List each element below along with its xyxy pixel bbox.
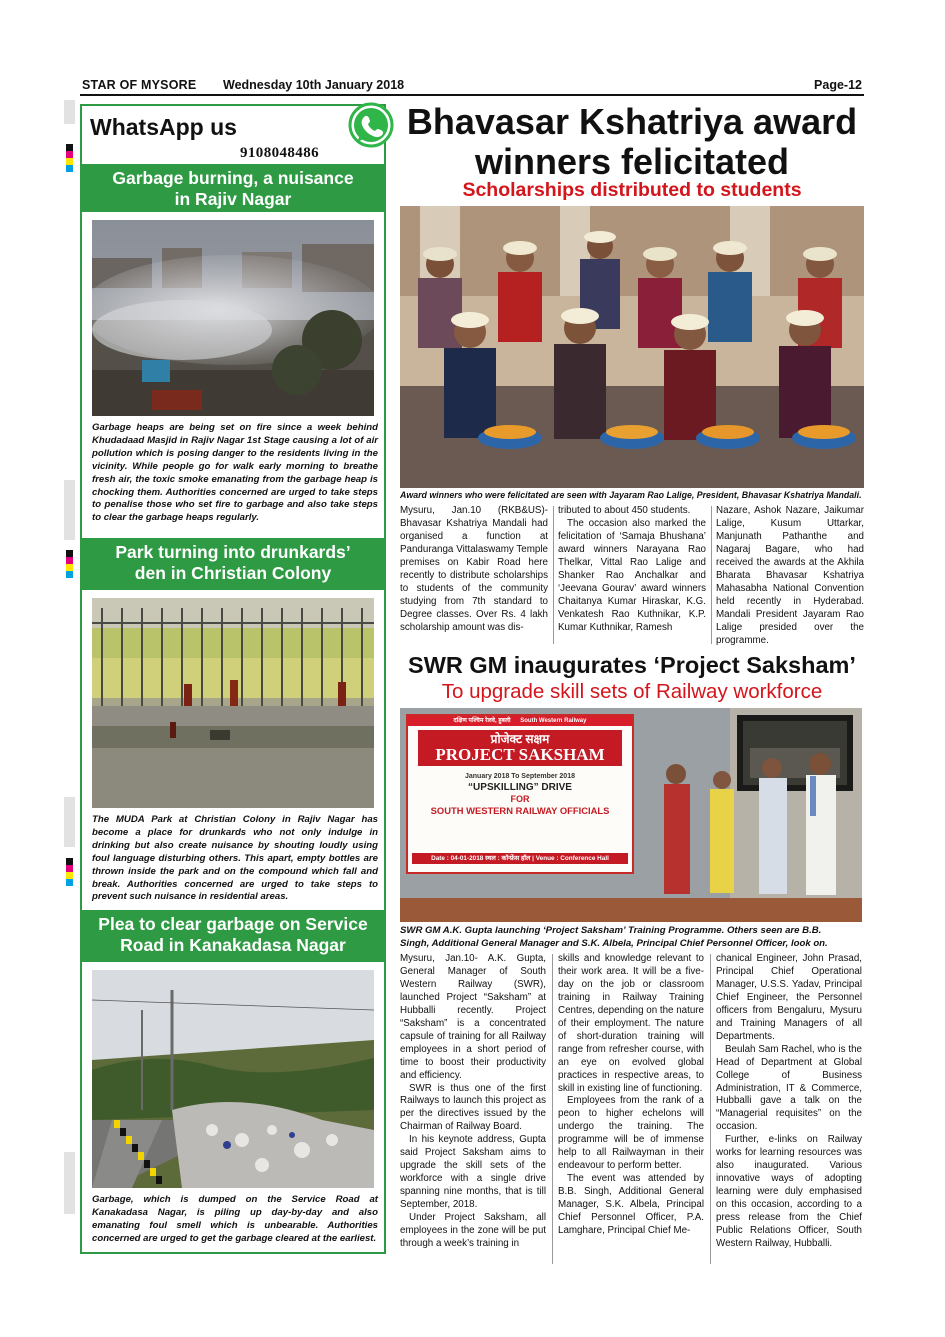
sidebar-caption-1: Garbage heaps are being set on fire since a week behind Khudadaad Masjid in Rajiv Nagar 1st Stage causing a lot of air pollution which is posing danger to the residents living in the vicinity. While people go for walk early morning to breathe fresh air, the toxic smoke emanating from the garbage heap is chocking them. Authorities concerned are urged to take steps to penalise those who set fire to garbage and also take steps to clear the garbage heaps regularly. — [92, 422, 378, 524]
story2-subhead: To upgrade skill sets of Railway workforce — [441, 680, 823, 703]
registration-marks — [66, 550, 73, 578]
story2-headline: SWR GM inaugurates ‘Project Saksham’ — [408, 652, 856, 678]
story2-col-2: skills and knowledge relevant to their work area. It will be a five-day on the job or classroom training in Railway Training Centres, depending on the nature of their employment. The nature of short-duration training will range from refresher course, with an eye on evolved global practices in respective areas, to skill in existing line of functioning. Employees from the rank of a peon to higher echelons will undergo the training. The programme will be of immense help to all Railwayman in their endeavour to perform better. The event was attended by B.B. Singh, Additional General Manager, S.K. Albela, Principal Chief Personnel Officer, P.A. Lamghare, Principal Chief Me- — [558, 953, 704, 1237]
sidebar-headline-1: Garbage burning, a nuisance in Rajiv Nagar — [82, 164, 384, 212]
story1-headline: Bhavasar Kshatriya award winners felicitated — [406, 101, 858, 182]
whatsapp-title: WhatsApp us — [90, 114, 237, 140]
banner-top-line: दक्षिण पश्चिम रेलवे, हुबली South Western Railway — [408, 716, 632, 726]
roadside-garbage-photo — [92, 970, 374, 1188]
column-rule — [710, 954, 711, 1264]
issue-date: Wednesday 10th January 2018 — [223, 78, 405, 92]
whatsapp-icon — [348, 102, 394, 148]
margin-strip — [64, 100, 75, 124]
registration-marks — [66, 858, 73, 886]
margin-strip — [64, 1152, 75, 1214]
whatsapp-header — [82, 106, 384, 164]
story1-col-3: Nazare, Ashok Nazare, Jaikumar Lalige, Kusum Uttarkar, Manjunath Pathanthe and Nagaraj Bagare, who had received the awards at the Akhila Bharata Bhavasar Kshatriya Mahasabha National Convention held recently in Hyderabad. Mandali President Jayaram Rao Lalige presided over the programme. — [716, 505, 864, 646]
story1-col-1: Mysuru, Jan.10 (RKB&US)- Bhavasar Kshatriya Mandali had organised a function at Panduranga Vittalaswamy Temple premises on Kabir Road here recently to distribute scholarships to students of the community studying from 7th standard to Degree classes. Over Rs. 4 lakh scholarship amount was dis- — [400, 505, 548, 633]
sidebar-panel — [80, 104, 386, 1254]
story2-photo-caption: SWR GM A.K. Gupta launching ‘Project Saksham’ Training Programme. Others seen are B.B. Singh, Additional General Manager and S.K. Albela, Principal Chief Personnel Officer, look on. — [400, 925, 828, 949]
page-number: Page-12 — [814, 78, 862, 92]
story2-col-1: Mysuru, Jan.10- A.K. Gupta, General Manager of South Western Railway (SWR), launched Project “Saksham” at Hubballi recently. Project “Saksham” is a concentrated capsule of training for all Railway employees in a short period of time to boost their productivity and efficiency. SWR is thus one of the first Railways to launch this project as per the directives issued by the Chairman of Railway Board. In his keynote address, Gupta said Project Saksham aims to upgrade the skill sets of the workforce with a single drive spanning nine months, that is till September, 2018. Under Project Saksham, all employees in the zone will be put through a week’s training in — [400, 953, 546, 1249]
story1-col-2: tributed to about 450 students. The occasion also marked the felicitation of ‘Samaja Bhushana’ award winners Narayana Rao Thelkar, Vittal Rao Lalige and Shanker Rao Anchalkar and ‘Jeevana Gourav’ award winners Chaitanya Kumar Hiraskar, K.G. Venkatesh Rao Kuthnikar, K.P. Kumar Kuthnikar, Ramesh — [558, 505, 706, 633]
sidebar-headline-3: Plea to clear garbage on Service Road in Kanakadasa Nagar — [82, 910, 384, 962]
saksham-banner: दक्षिण पश्चिम रेलवे, हुबली South Western Railway प्रोजेक्ट सक्षम PROJECT SAKSHAM January 2018 To September 2018 “UPSKILLING” DRIVE FOR SOUTH WESTERN RAILWAY OFFICIALS Date : 04-01-2018 स्थल : कॉन्फ्रेंस हॉल | Venue : Conference Hall — [406, 714, 634, 874]
whatsapp-number: 9108048486 — [240, 145, 319, 161]
banner-title-block: प्रोजेक्ट सक्षम PROJECT SAKSHAM — [418, 730, 622, 766]
garbage-smoke-photo — [92, 220, 374, 416]
margin-strip — [64, 480, 75, 540]
project-saksham-photo — [400, 708, 862, 922]
masthead — [80, 76, 864, 96]
park-bottles-photo — [92, 598, 374, 808]
story2-col-3: chanical Engineer, John Prasad, Principal Chief Operational Manager, U.S.S. Yadav, Principal Chief Engineer, the Personnel officers from Bengaluru, Mysuru and Training Managers of all Departments. Beulah Sam Rachel, who is the Head of Department at Global College of Business Administration, IT & Commerce, Hubballi gave a talk on the “Managerial requisites” on the occasion. Further, e-links on Railway works for learning resources was also inaugurated. Various innovative ways of adopting learning were duly emphasised on this occasion, according to a press release from the Chief Public Relations Officer, South Western Railway, Hubballi. — [716, 953, 862, 1249]
story1-subhead: Scholarships distributed to students — [462, 179, 802, 201]
paper-name: STAR OF MYSORE — [82, 78, 197, 92]
sidebar-caption-3: Garbage, which is dumped on the Service Road at Kanakadasa Nagar, is piling up day-by-day and also emanating foul smell which is unbearable. Authorities concerned are urged to get the garbage cleared at the earliest. — [92, 1194, 378, 1244]
column-rule — [711, 506, 712, 644]
sidebar-headline-2: Park turning into drunkards’ den in Christian Colony — [82, 538, 384, 590]
column-rule — [552, 954, 553, 1264]
sidebar-caption-2: The MUDA Park at Christian Colony in Rajiv Nagar has become a place for drunkards who not only indulge in drinking but also create nuisance by shouting loudly using foul language disturbing others. This apart, empty bottles are thrown inside the park and on the compound which fall and break. Authorities concerned are urged to take steps to prevent such nuisance in residential areas. — [92, 814, 378, 903]
registration-marks — [66, 144, 73, 172]
column-rule — [553, 506, 554, 644]
award-winners-photo — [400, 206, 864, 488]
story1-photo-caption: Award winners who were felicitated are seen with Jayaram Rao Lalige, President, Bhavasar Kshatriya Mandali. — [400, 490, 862, 500]
margin-strip — [64, 797, 75, 847]
